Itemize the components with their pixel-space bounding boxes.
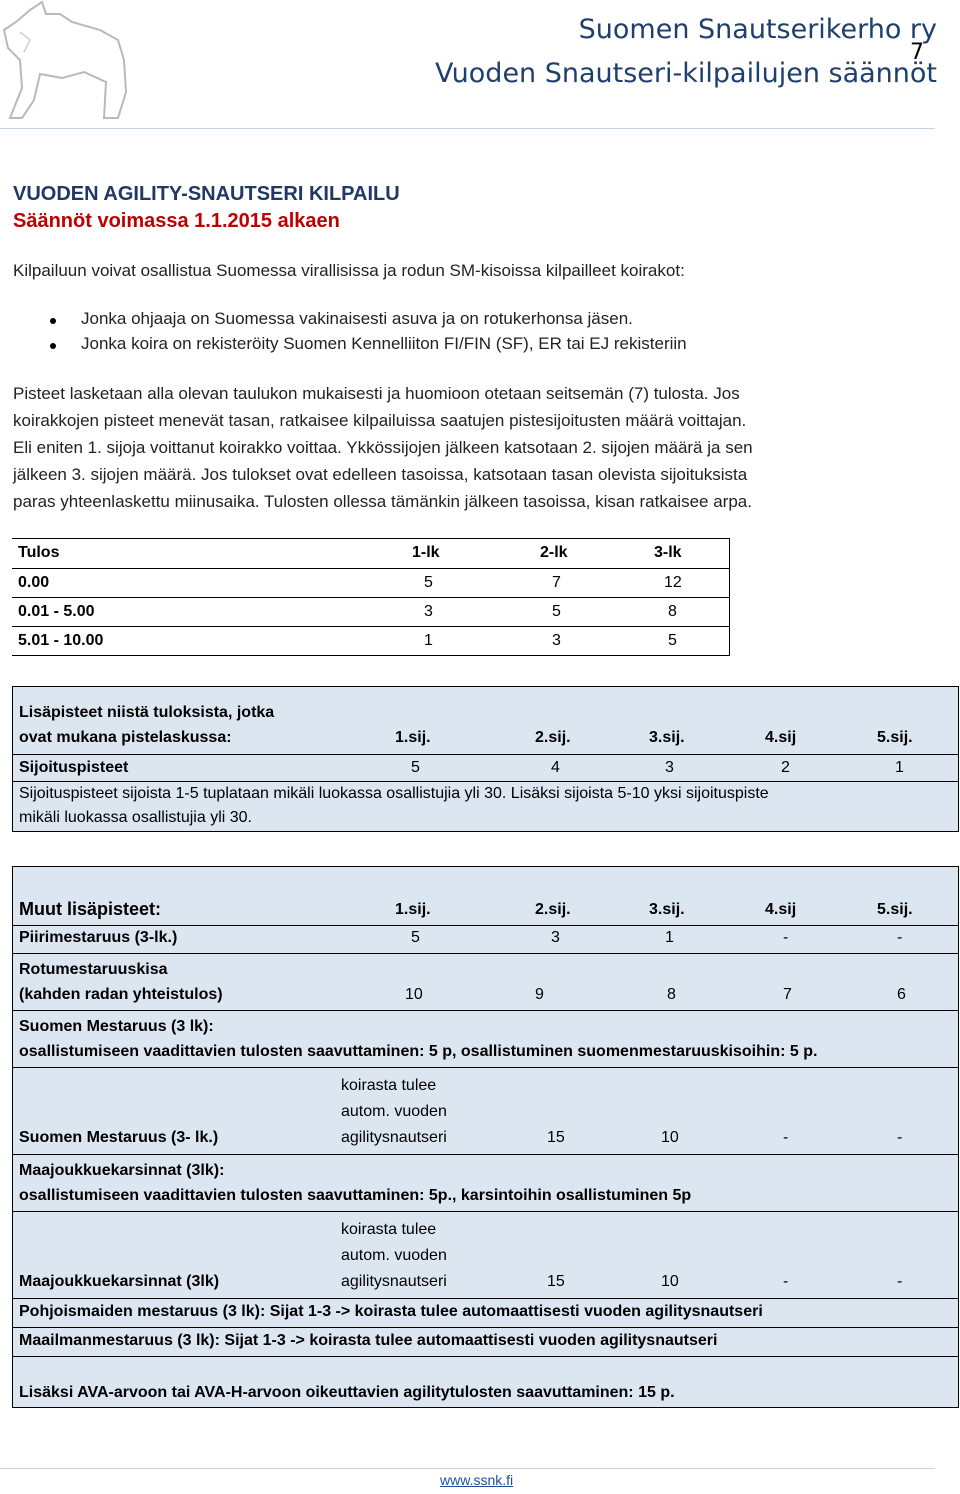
piiri-value: - <box>897 929 903 946</box>
sm-note: autom. vuoden <box>341 1103 447 1120</box>
rotu-value: 6 <box>897 986 906 1003</box>
mk-note: autom. vuoden <box>341 1247 447 1264</box>
intro-text: Kilpailuun voivat osallistua Suomessa virallisissa ja rodun SM-kisoissa kilpailleet koirakot: <box>13 261 685 280</box>
points-header: 2-lk <box>540 544 568 561</box>
other-bonus-table <box>12 866 959 1408</box>
maailman-row: Maailmanmestaruus (3 lk): Sijat 1-3 -> koirasta tulee automaattisesti vuoden agilitysnautseri <box>19 1332 718 1349</box>
mk-value: - <box>897 1273 903 1290</box>
points-cell: 3 <box>552 632 561 649</box>
other-place: 5.sij. <box>877 901 913 918</box>
sm-header: Suomen Mestaruus (3 lk): <box>19 1018 214 1035</box>
bullet-text: Jonka koira on rekisteröity Suomen Kennelliiton FI/FIN (SF), ER tai EJ rekisteriin <box>81 334 687 353</box>
sm-value: - <box>783 1129 789 1146</box>
rotu-label: Rotumestaruuskisa <box>19 961 168 978</box>
rotu-value: 7 <box>783 986 792 1003</box>
mk-note: koirasta tulee <box>341 1221 437 1238</box>
points-cell: 5.01 - 10.00 <box>18 632 104 649</box>
mk-value: - <box>783 1273 789 1290</box>
piiri-value: 5 <box>411 929 420 946</box>
sm-value: - <box>897 1129 903 1146</box>
header-org: Suomen Snautserikerho ry <box>578 14 937 45</box>
points-cell: 12 <box>664 574 682 591</box>
rules-line: koirakkojen pisteet menevät tasan, ratkaisee kilpailuissa saatujen pistesijoitusten määrä voittajan. <box>13 411 747 430</box>
points-header: 3-lk <box>654 544 682 561</box>
bonus-note: Sijoituspisteet sijoista 1-5 tuplataan mikäli luokassa osallistujia yli 30. Lisäksi sijoista 5-10 yksi sijoituspiste <box>19 785 769 802</box>
rules-line: Pisteet lasketaan alla olevan taulukon mukaisesti ja huomioon otetaan seitsemän (7) tulosta. Jos <box>13 384 740 403</box>
points-header: 1-lk <box>412 544 440 561</box>
other-place: 3.sij. <box>649 901 685 918</box>
placement-points: 3 <box>665 759 674 776</box>
footer-link[interactable]: www.ssnk.fi <box>440 1472 514 1488</box>
mk-header: osallistumiseen vaadittavien tulosten saavuttaminen: 5p., karsintoihin osallistuminen 5p <box>19 1187 692 1204</box>
page-number: 7 <box>910 40 924 65</box>
mk-value: 10 <box>661 1273 679 1290</box>
bonus-table <box>12 686 959 832</box>
points-header: Tulos <box>18 544 60 561</box>
bonus-note: mikäli luokassa osallistujia yli 30. <box>19 809 252 826</box>
points-cell: 3 <box>424 603 433 620</box>
rotu-value: 8 <box>667 986 676 1003</box>
sm-label: Suomen Mestaruus (3- lk.) <box>19 1129 219 1146</box>
sm-value: 10 <box>661 1129 679 1146</box>
other-place: 4.sij <box>765 901 797 918</box>
piiri-value: 3 <box>551 929 560 946</box>
points-cell: 5 <box>424 574 433 591</box>
sm-note: agilitysnautseri <box>341 1129 447 1146</box>
other-place: 1.sij. <box>395 901 431 918</box>
bonus-place: 4.sij <box>765 729 797 746</box>
rules-line: Eli eniten 1. sijoja voittanut koirakko voittaa. Ykkössijojen jälkeen katsotaan 2. sijojen määrä ja sen <box>13 438 753 457</box>
piiri-value: - <box>783 929 789 946</box>
ava-row: Lisäksi AVA-arvoon tai AVA-H-arvoon oikeuttavien agilitytulosten saavuttaminen: 15 p. <box>19 1384 675 1401</box>
placement-points: 5 <box>411 759 420 776</box>
rules-line: paras yhteenlaskettu miinusaika. Tulosten ollessa tämänkin jälkeen tasoissa, kisan ratkaisee arpa. <box>13 492 752 511</box>
mk-header: Maajoukkuekarsinnat (3lk): <box>19 1162 225 1179</box>
piiri-label: Piirimestaruus (3-lk.) <box>19 929 178 946</box>
points-cell: 7 <box>552 574 561 591</box>
points-cell: 5 <box>668 632 677 649</box>
bullet-dot-icon <box>50 343 56 349</box>
bonus-place: 1.sij. <box>395 729 431 746</box>
bonus-label: ovat mukana pistelaskussa: <box>19 729 232 746</box>
rotu-value: 9 <box>535 986 544 1003</box>
other-title: Muut lisäpisteet: <box>19 899 162 919</box>
rotu-value: 10 <box>405 986 423 1003</box>
points-cell: 0.01 - 5.00 <box>18 603 95 620</box>
footer-divider <box>0 1468 935 1469</box>
sm-header: osallistumiseen vaadittavien tulosten saavuttaminen: 5 p, osallistuminen suomenmestaruuskisoihin: 5 p. <box>19 1043 818 1060</box>
validity-subtitle: Säännöt voimassa 1.1.2015 alkaen <box>13 210 340 232</box>
schnauzer-logo-icon <box>0 0 140 120</box>
bullet-dot-icon <box>50 318 56 324</box>
page-title: VUODEN AGILITY-SNAUTSERI KILPAILU <box>13 183 400 205</box>
bonus-place: 3.sij. <box>649 729 685 746</box>
sm-value: 15 <box>547 1129 565 1146</box>
pohjois-row: Pohjoismaiden mestaruus (3 lk): Sijat 1-3 -> koirasta tulee automaattisesti vuoden agilitysnautseri <box>19 1303 763 1320</box>
sm-note: koirasta tulee <box>341 1077 437 1094</box>
bonus-place: 2.sij. <box>535 729 571 746</box>
points-cell: 0.00 <box>18 574 50 591</box>
bonus-label: Lisäpisteet niistä tuloksista, jotka <box>19 704 275 721</box>
piiri-value: 1 <box>665 929 674 946</box>
bonus-place: 5.sij. <box>877 729 913 746</box>
placement-points: 4 <box>551 759 560 776</box>
placement-points: 1 <box>895 759 904 776</box>
header-subtitle: Vuoden Snautseri-kilpailujen säännöt <box>435 58 937 89</box>
points-table <box>12 538 730 656</box>
placement-points: 2 <box>781 759 790 776</box>
header-divider <box>0 128 935 129</box>
mk-value: 15 <box>547 1273 565 1290</box>
points-cell: 8 <box>668 603 677 620</box>
points-cell: 1 <box>424 632 433 649</box>
points-cell: 5 <box>552 603 561 620</box>
bullet-text: Jonka ohjaaja on Suomessa vakinaisesti asuva ja on rotukerhonsa jäsen. <box>81 309 633 328</box>
mk-label: Maajoukkuekarsinnat (3lk) <box>19 1273 220 1290</box>
other-place: 2.sij. <box>535 901 571 918</box>
rotu-label: (kahden radan yhteistulos) <box>19 986 223 1003</box>
rules-line: jälkeen 3. sijojen määrä. Jos tulokset ovat edelleen tasoissa, katsotaan tasan olevista sijoituksista <box>13 465 748 484</box>
placement-label: Sijoituspisteet <box>19 759 129 776</box>
mk-note: agilitysnautseri <box>341 1273 447 1290</box>
